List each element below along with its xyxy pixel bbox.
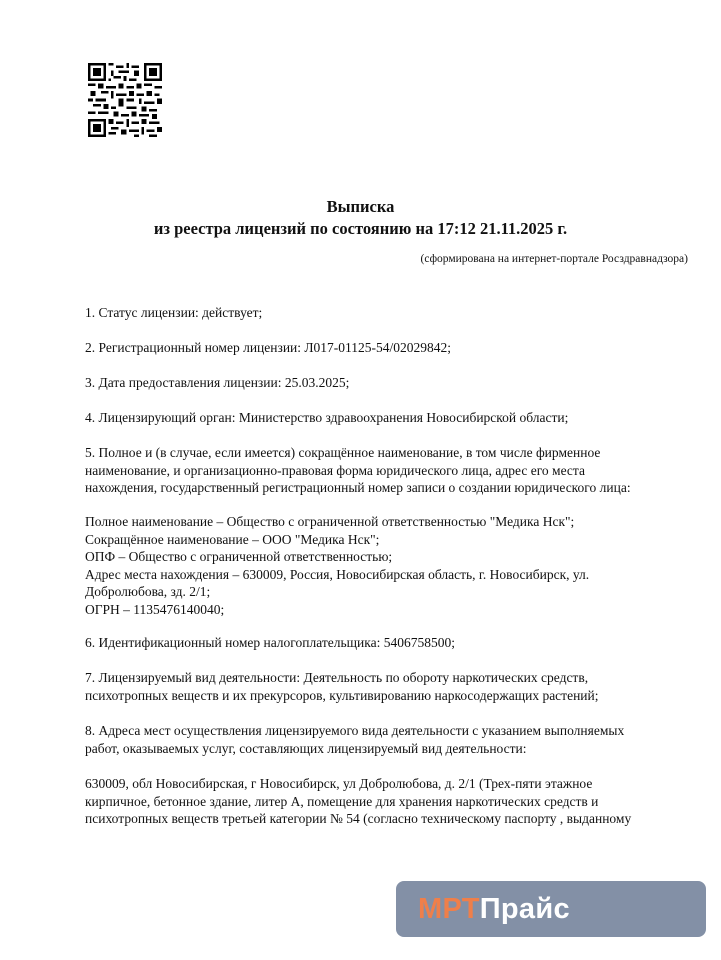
org-full-name: Полное наименование – Общество с ограниченной ответственностью "Медика Нск";: [85, 514, 575, 529]
org-name-heading: [85, 444, 685, 497]
text-line: кирпичное, бетонное здание, литер А, помещение для хранения наркотических средств и: [85, 793, 599, 809]
portal-note: (сформирована на интернет-портале Росздравнадзора): [420, 253, 688, 265]
org-details: [85, 513, 685, 618]
text-line: психотропных веществ и их прекурсоров, культивированию наркосодержащих растений;: [85, 687, 599, 703]
watermark-part-1: МРТ: [418, 893, 480, 925]
license-authority: 4. Лицензирующий орган: Министерство здравоохранения Новосибирской области;: [85, 410, 569, 425]
text-line: нахождения, государственный регистрационный номер записи о создании юридического лица:: [85, 480, 631, 495]
document-subtitle: из реестра лицензий по состоянию на 17:12 21.11.2025 г.: [153, 219, 568, 238]
text-line: 8. Адреса мест осуществления лицензируемого вида деятельности с указанием выполняемых: [85, 723, 625, 738]
text-line: 5. Полное и (в случае, если имеется) сокращённое наименование, в том числе фирменное: [85, 445, 601, 460]
taxpayer-id: 6. Идентификационный номер налогоплательщика: 5406758500;: [85, 635, 455, 650]
watermark-part-2: Прайс: [479, 893, 570, 925]
mrtprice-watermark: [396, 881, 706, 937]
org-address: Адрес места нахождения – 630009, Россия, Новосибирская область, г. Новосибирск, ул.: [85, 566, 590, 582]
text-line: психотропных веществ третьей категории № 54 (согласно техническому паспорту , выданному: [85, 811, 632, 826]
org-short-name: Сокращённое наименование – ООО "Медика Нск";: [85, 531, 380, 547]
text-line: работ, оказываемых услуг, составляющих лицензируемый вид деятельности:: [85, 740, 527, 756]
text-line: наименование, и организационно-правовая форма юридического лица, адрес его места: [85, 462, 585, 478]
org-address-cont: Добролюбова, зд. 2/1;: [85, 584, 211, 599]
qr-code-icon: [88, 63, 162, 137]
license-date: 3. Дата предоставления лицензии: 25.03.2025;: [85, 375, 350, 390]
activity-addresses-heading: [85, 722, 685, 757]
license-reg-number: 2. Регистрационный номер лицензии: Л017-01125-54/02029842;: [85, 340, 452, 355]
licensed-activity: [85, 669, 685, 704]
activity-address-detail: [85, 775, 685, 828]
text-line: 630009, обл Новосибирская, г Новосибирск, ул Добролюбова, д. 2/1 (Трех-пяти этажное: [85, 776, 593, 791]
license-status: 1. Статус лицензии: действует;: [85, 305, 263, 320]
text-line: 7. Лицензируемый вид деятельности: Деятельность по обороту наркотических средств,: [85, 670, 589, 685]
document-title: Выписка: [326, 197, 395, 216]
org-ogrn: ОГРН – 1135476140040;: [85, 601, 225, 617]
org-legal-form: ОПФ – Общество с ограниченной ответственностью;: [85, 549, 393, 564]
